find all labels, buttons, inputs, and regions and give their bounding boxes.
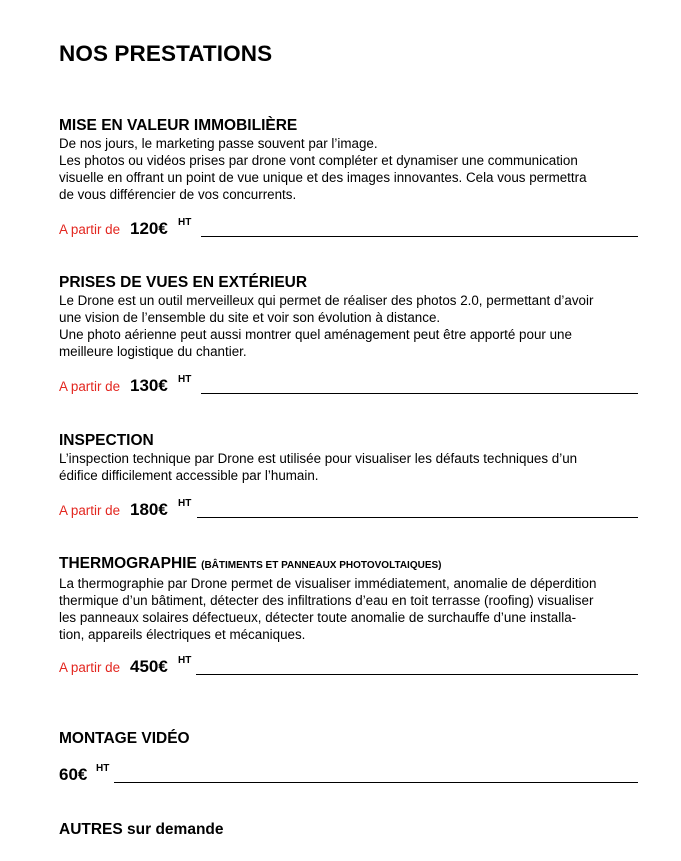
price-prefix: A partir de	[59, 379, 121, 394]
section-mise-en-valeur	[59, 117, 649, 203]
section-title: MONTAGE VIDÉO	[59, 730, 190, 747]
section-description	[59, 292, 649, 360]
price-ht-label: HT	[178, 217, 192, 228]
price-amount: 450€	[130, 657, 168, 676]
description-line: de vous différencier de vos concurrents.	[59, 187, 297, 202]
price-row	[59, 217, 639, 239]
price-ht-label: HT	[178, 374, 192, 385]
price-ht-label: HT	[178, 498, 192, 509]
description-line: une vision de l’ensemble du site et voir son évolution à distance.	[59, 310, 441, 325]
price-amount: 180€	[130, 500, 168, 519]
section-title: MISE EN VALEUR IMMOBILIÈRE	[59, 117, 298, 134]
final-heading: AUTRES sur demande	[59, 821, 224, 838]
price-prefix: A partir de	[59, 222, 121, 237]
description-line: visuelle en offrant un point de vue unique et des images innovantes. Cela vous permettra	[59, 170, 587, 185]
section-montage-video	[59, 730, 649, 748]
section-title: INSPECTION	[59, 432, 154, 449]
price-prefix: A partir de	[59, 660, 121, 675]
description-line: les panneaux solaires défectueux, détecter toute anomalie de surchauffe d’une installa-	[59, 610, 577, 625]
description-line: Le Drone est un outil merveilleux qui permet de réaliser des photos 2.0, permettant d’avoir	[59, 293, 594, 308]
description-line: tion, appareils électriques et mécaniques.	[59, 627, 306, 642]
description-line: meilleure logistique du chantier.	[59, 344, 247, 359]
price-row	[59, 498, 639, 520]
section-inspection	[59, 432, 649, 484]
price-ht-label: HT	[178, 655, 192, 666]
description-line: thermique d’un bâtiment, détecter des infiltrations d’eau en toit terrasse (roofing) visualiser	[59, 593, 594, 608]
price-amount: 130€	[130, 376, 168, 395]
page-title: NOS PRESTATIONS	[59, 41, 273, 66]
price-underline	[197, 517, 638, 518]
section-thermographie	[59, 555, 649, 643]
price-underline	[196, 674, 638, 675]
description-line: édifice difficilement accessible par l’humain.	[59, 468, 319, 483]
section-subtitle: (BÂTIMENTS ET PANNEAUX PHOTOVOLTAIQUES)	[201, 560, 442, 571]
price-row	[59, 374, 639, 396]
section-description	[59, 575, 649, 643]
section-title	[59, 555, 649, 575]
section-description	[59, 135, 649, 203]
price-row	[59, 763, 639, 785]
price-ht-label: HT	[96, 763, 110, 774]
price-underline	[201, 236, 638, 237]
description-line: L’inspection technique par Drone est utilisée pour visualiser les défauts techniques d’un	[59, 451, 578, 466]
price-prefix: A partir de	[59, 503, 121, 518]
description-line: De nos jours, le marketing passe souvent par l’image.	[59, 136, 378, 151]
description-line: Une photo aérienne peut aussi montrer quel aménagement peut être apporté pour une	[59, 327, 572, 342]
section-title: PRISES DE VUES EN EXTÉRIEUR	[59, 274, 308, 291]
price-underline	[201, 393, 638, 394]
description-line: La thermographie par Drone permet de visualiser immédiatement, anomalie de déperdition	[59, 576, 597, 591]
section-title-main: THERMOGRAPHIE	[59, 555, 197, 572]
description-line: Les photos ou vidéos prises par drone vont compléter et dynamiser une communication	[59, 153, 578, 168]
section-prises-de-vues	[59, 274, 649, 360]
section-description	[59, 450, 649, 484]
price-row	[59, 655, 639, 677]
price-amount: 120€	[130, 219, 168, 238]
price-amount: 60€	[59, 765, 88, 784]
price-underline	[114, 782, 638, 783]
